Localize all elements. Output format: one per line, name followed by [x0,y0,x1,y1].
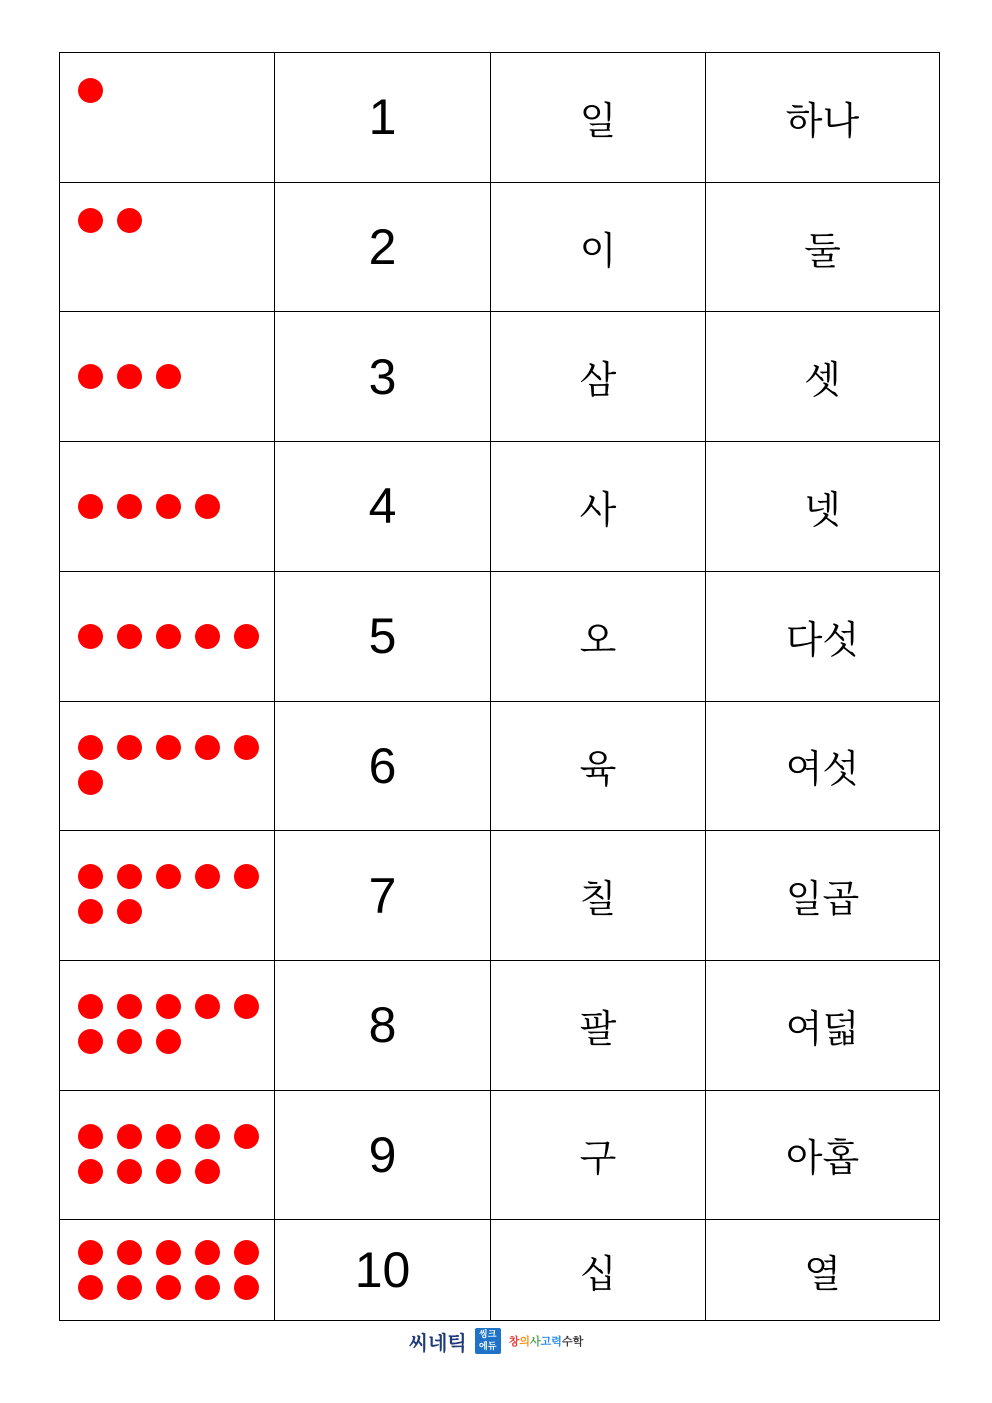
red-dot [234,864,259,889]
red-dot [78,494,103,519]
red-dot [195,624,220,649]
native-korean-cell: 넷 [706,442,940,572]
red-dot [117,899,142,924]
native-korean-cell: 일곱 [706,831,940,961]
table-row [60,1090,940,1220]
table-row [60,571,940,701]
table-row [60,831,940,961]
tagline-part: 고력 [540,1335,562,1348]
badge-top-text: 씽크 [479,1330,497,1340]
sino-korean-cell: 오 [491,571,706,701]
red-dot [78,78,103,103]
dots-cell [60,53,275,183]
red-dot [117,1029,142,1054]
native-korean-cell: 다섯 [706,571,940,701]
dots-cell [60,182,275,312]
table-row [60,960,940,1090]
dots-group [60,702,274,831]
red-dot [156,1124,181,1149]
dots-group [60,831,274,960]
dots-cell [60,831,275,961]
red-dot [156,1275,181,1300]
digit-cell: 8 [275,960,491,1090]
digit-cell: 4 [275,442,491,572]
brand-badge [475,1328,501,1354]
dots-group [60,183,274,312]
dots-cell [60,1220,275,1321]
digit-cell: 7 [275,831,491,961]
sino-korean-cell: 칠 [491,831,706,961]
sino-korean-cell: 사 [491,442,706,572]
red-dot [234,1124,259,1149]
dots-group [60,572,274,701]
red-dot [195,1275,220,1300]
dots-group [60,312,274,441]
table-row [60,701,940,831]
red-dot [156,624,181,649]
digit-cell: 3 [275,312,491,442]
red-dot [156,735,181,760]
native-korean-cell: 셋 [706,312,940,442]
digit-cell: 9 [275,1090,491,1220]
badge-bottom-text: 에듀 [479,1342,497,1352]
digit-cell: 5 [275,571,491,701]
brand-tagline [509,1333,583,1349]
red-dot [234,1275,259,1300]
red-dot [156,364,181,389]
sino-korean-cell: 삼 [491,312,706,442]
table-row [60,182,940,312]
red-dot [195,864,220,889]
sino-korean-cell: 육 [491,701,706,831]
dots-cell [60,1090,275,1220]
native-korean-cell: 둘 [706,182,940,312]
red-dot [117,1159,142,1184]
red-dot [156,1240,181,1265]
tagline-part: 의 [519,1335,531,1348]
red-dot [78,864,103,889]
native-korean-cell: 여섯 [706,701,940,831]
red-dot [195,1240,220,1265]
sino-korean-cell: 구 [491,1090,706,1220]
sino-korean-cell: 일 [491,53,706,183]
red-dot [117,994,142,1019]
dots-cell [60,312,275,442]
native-korean-cell: 여덟 [706,960,940,1090]
digit-cell: 10 [275,1220,491,1321]
tagline-part: 창 [508,1335,520,1348]
red-dot [117,624,142,649]
sino-korean-cell: 이 [491,182,706,312]
red-dot [195,994,220,1019]
red-dot [78,899,103,924]
red-dot [117,1275,142,1300]
dots-cell [60,960,275,1090]
red-dot [156,1159,181,1184]
red-dot [195,1124,220,1149]
tagline-part: 수학 [561,1335,584,1348]
sino-korean-cell: 팔 [491,960,706,1090]
native-korean-cell: 하나 [706,53,940,183]
dots-group [60,442,274,571]
red-dot [234,1240,259,1265]
table-row [60,1220,940,1321]
red-dot [117,208,142,233]
red-dot [234,735,259,760]
red-dot [156,1029,181,1054]
digit-cell: 6 [275,701,491,831]
red-dot [78,735,103,760]
number-table [59,52,940,1321]
red-dot [195,735,220,760]
dots-group [60,961,274,1090]
red-dot [195,1159,220,1184]
native-korean-cell: 아홉 [706,1090,940,1220]
red-dot [117,864,142,889]
dots-group [60,1091,274,1220]
table-row [60,442,940,572]
footer-logo [0,1326,992,1356]
red-dot [117,1124,142,1149]
dots-group [60,1220,274,1320]
dots-cell [60,442,275,572]
table-body [60,53,940,1321]
table-row [60,312,940,442]
red-dot [156,994,181,1019]
red-dot [78,1240,103,1265]
brand-name: 씨네틱 [408,1330,467,1355]
dots-group [60,53,274,182]
red-dot [156,864,181,889]
tagline-part: 사 [530,1335,541,1348]
red-dot [195,494,220,519]
digit-cell: 2 [275,182,491,312]
red-dot [234,994,259,1019]
red-dot [117,494,142,519]
dots-cell [60,701,275,831]
red-dot [234,624,259,649]
sino-korean-cell: 십 [491,1220,706,1321]
table-row [60,53,940,183]
red-dot [78,1275,103,1300]
red-dot [117,1240,142,1265]
native-korean-cell: 열 [706,1220,940,1321]
red-dot [78,624,103,649]
red-dot [78,994,103,1019]
red-dot [78,1159,103,1184]
red-dot [78,364,103,389]
red-dot [156,494,181,519]
red-dot [117,364,142,389]
red-dot [78,770,103,795]
red-dot [78,208,103,233]
dots-cell [60,571,275,701]
red-dot [78,1124,103,1149]
red-dot [78,1029,103,1054]
red-dot [117,735,142,760]
digit-cell: 1 [275,53,491,183]
